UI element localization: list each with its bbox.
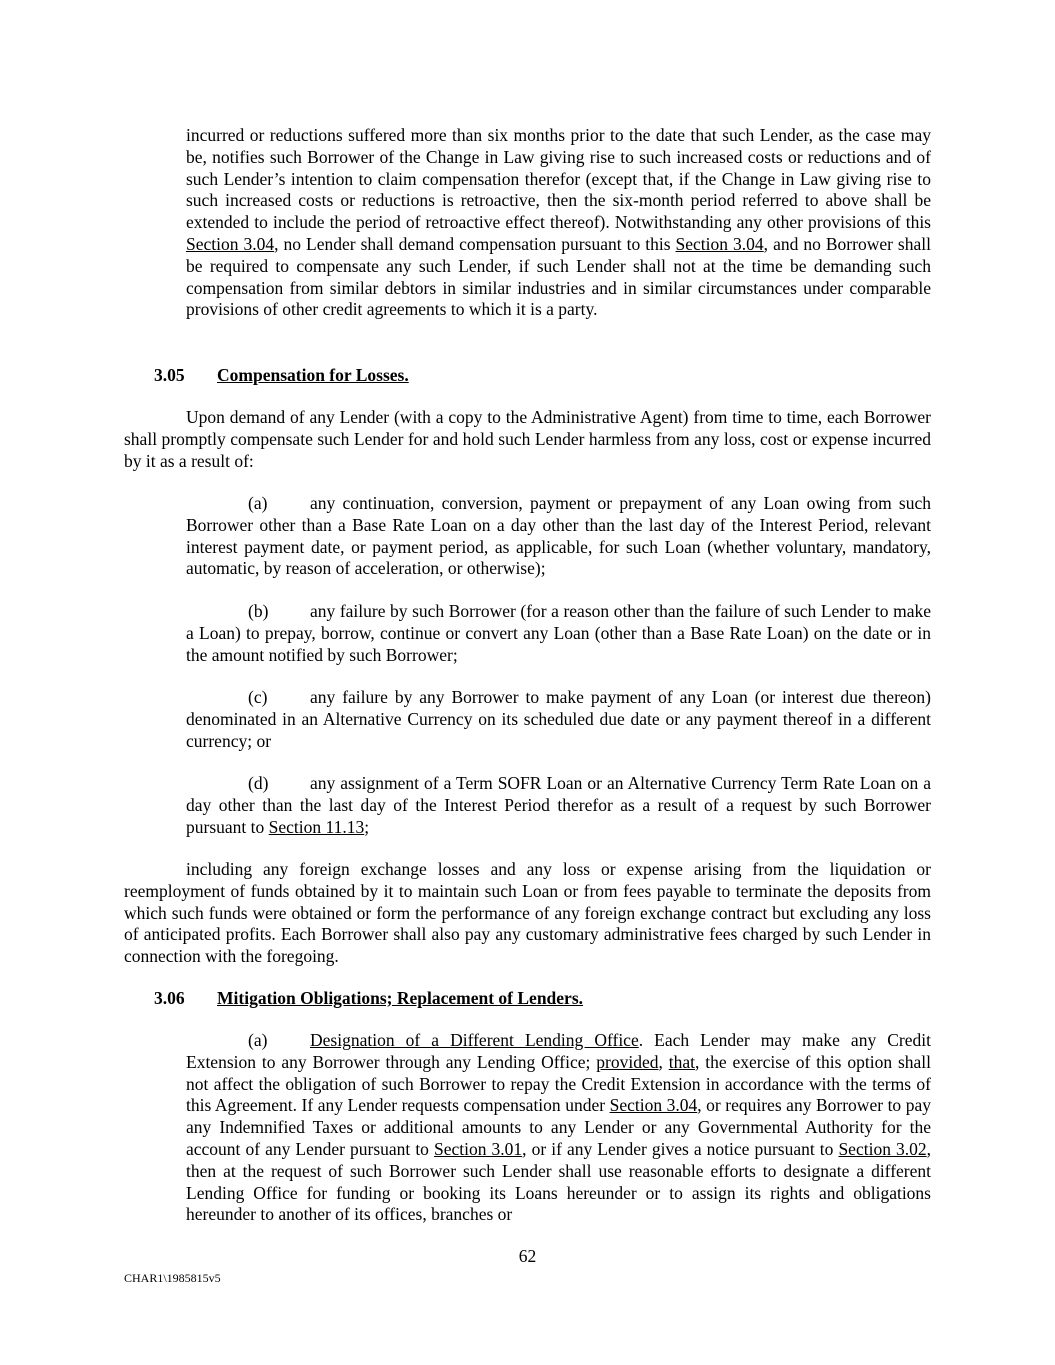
- text-run: , and no Borrower shall be required to compensate any such Lender, if such Lender shall not at the time be demanding such compensation from similar debtors in similar industries and in similar circumstances under comparable provisions of other credit agreements to which it is a party.: [186, 233, 931, 320]
- text-run: ,: [658, 1051, 669, 1072]
- document-id: CHAR1\1985815v5: [124, 1271, 221, 1285]
- item-label: (d): [248, 773, 269, 793]
- text-run: ;: [364, 816, 370, 837]
- section-title: Mitigation Obligations; Replacement of Lenders.: [217, 988, 584, 1008]
- text-run: , or if any Lender gives a notice pursuant to: [522, 1138, 839, 1159]
- section-reference: Section 3.04: [609, 1095, 698, 1116]
- section-reference: Section 11.13: [268, 816, 365, 837]
- list-item-c: [186, 687, 931, 752]
- section-heading-3-05: [154, 365, 409, 387]
- list-item-d: [186, 773, 931, 838]
- section-title: Compensation for Losses.: [217, 365, 409, 385]
- text-run: , or requires any Borrower to pay any Indemnified Taxes or additional amounts to any Lender or any Governmental Authority for the account of any Lender pursuant to: [186, 1095, 931, 1159]
- section-reference: Section 3.04: [675, 233, 764, 254]
- item-text: any assignment of a Term SOFR Loan or an Alternative Currency Term Rate Loan on a day other than the last day of the Interest Period therefor as a result of a request by such Borrower pursuant to: [186, 773, 931, 837]
- section-reference: Section 3.01: [433, 1138, 523, 1159]
- item-heading: Designation of a Different Lending Office: [310, 1030, 639, 1050]
- text-run: , then at the request of such Borrower such Lender shall use reasonable efforts to designate a different Lending Office for funding or booking its Loans hereunder or to assign its rights and obligations hereunder to another of its offices, branches or: [186, 1138, 931, 1225]
- continuation-paragraph: [186, 125, 931, 321]
- item-label: (c): [248, 687, 268, 707]
- page-number: 62: [518, 1246, 537, 1266]
- section-heading-3-06: [154, 988, 583, 1010]
- item-label: (a): [248, 1030, 268, 1050]
- section-reference: Section 3.04: [186, 233, 275, 254]
- compensation-intro-paragraph: Upon demand of any Lender (with a copy to the Administrative Agent) from time to time, each Borrower shall promptly compensate such Lender for and hold such Lender harmless from any loss, cost or expense incurred by it as a result of:: [124, 407, 931, 471]
- item-text: any failure by such Borrower (for a reason other than the failure of such Lender to make a Loan) to prepay, borrow, continue or convert any Loan (other than a Base Rate Loan) on the date or in the amount notified by such Borrower;: [186, 601, 931, 665]
- section-reference: Section 3.02: [838, 1138, 927, 1159]
- item-text: any continuation, conversion, payment or prepayment of any Loan owing from such Borrower other than a Base Rate Loan on a day other than the last day of the Interest Period, relevant interest payment date, or payment period, as applicable, for such Loan (whether voluntary, mandatory, automatic, by reason of acceleration, or otherwise);: [186, 493, 931, 579]
- including-paragraph: including any foreign exchange losses and any loss or expense arising from the liquidation or reemployment of funds obtained by it to maintain such Loan or from fees payable to terminate the deposits from which such funds were obtained or form the performance of any foreign exchange contract but excluding any loss of anticipated profits. Each Borrower shall also pay any customary administrative fees charged by such Lender in connection with the foregoing.: [124, 859, 931, 967]
- section-number: 3.05: [154, 365, 185, 385]
- provided-term: provided: [596, 1051, 659, 1072]
- list-item-a-lending-office: [186, 1030, 931, 1226]
- text-run: , the exercise of this option shall not affect the obligation of such Borrower to repay the Credit Extension in accordance with the terms of this Agreement. If any Lender requests compensation under: [186, 1051, 932, 1116]
- text-run: incurred or reductions suffered more than six months prior to the date that such Lender, as the case may be, notifies such Borrower of the Change in Law giving rise to such increased costs or reductions and of such Lender’s intention to claim compensation therefor (except that, if the Change in Law giving rise to such increased costs or reductions is retroactive, then the six-month period referred to above shall be extended to include the period of retroactive effect thereof). Notwithstanding any other provisions of this: [186, 125, 931, 233]
- item-text: any failure by any Borrower to make payment of any Loan (or interest due thereon) denominated in an Alternative Currency on its scheduled due date or any payment thereof in a different currency; or: [186, 687, 931, 751]
- list-item-a: [186, 493, 931, 580]
- text-run: , no Lender shall demand compensation pursuant to this: [274, 233, 676, 254]
- that-term: that: [668, 1051, 695, 1072]
- section-number: 3.06: [154, 988, 185, 1008]
- item-label: (a): [248, 493, 268, 513]
- text-run: . Each Lender may make any Credit Extension to any Borrower through any Lending Office;: [186, 1030, 932, 1072]
- item-label: (b): [248, 601, 269, 621]
- list-item-b: [186, 601, 931, 666]
